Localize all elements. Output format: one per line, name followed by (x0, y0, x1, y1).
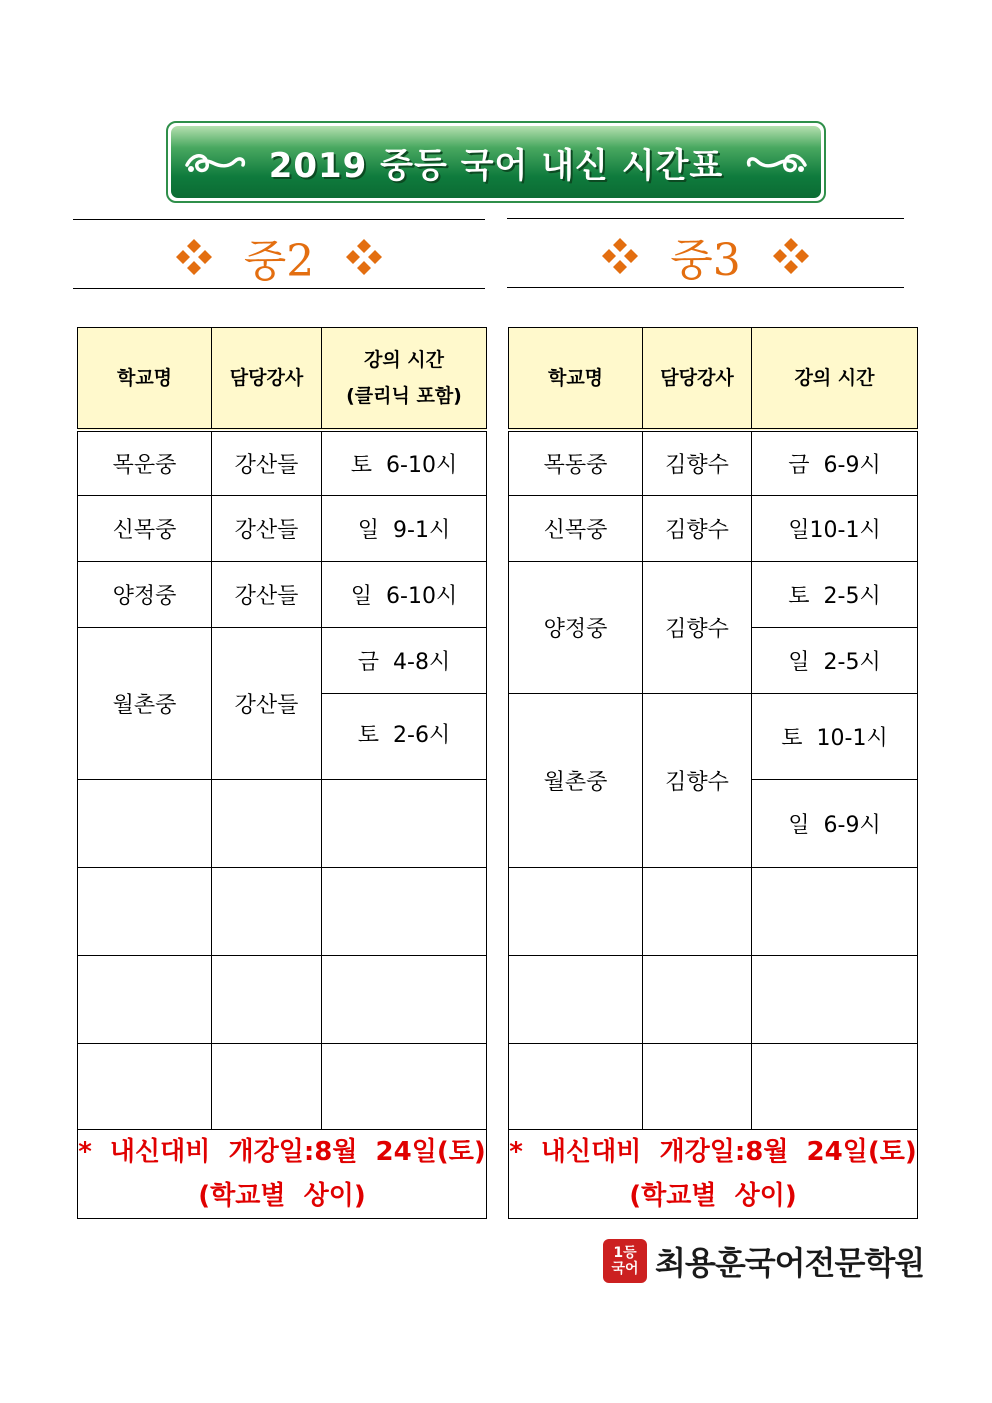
opening-date-note (509, 1130, 918, 1219)
table-row-empty (78, 956, 487, 1044)
section-title-row (73, 225, 485, 289)
cell-time: 토 10-1시 (752, 694, 918, 780)
cell-teacher: 김향수 (643, 430, 752, 496)
empty-cell (752, 956, 918, 1044)
empty-cell (509, 1044, 643, 1130)
cell-teacher: 김향수 (643, 694, 752, 868)
cell-school: 목동중 (509, 430, 643, 496)
table-row-empty (509, 956, 918, 1044)
section-header-grade2 (73, 219, 485, 289)
cell-school: 양정중 (78, 562, 212, 628)
table-note-row (509, 1130, 918, 1219)
cell-teacher: 김향수 (643, 496, 752, 562)
empty-cell (78, 780, 212, 868)
section-title-row (507, 224, 904, 288)
ornament-swirl-right-icon (745, 147, 809, 177)
cell-school: 신목중 (78, 496, 212, 562)
empty-cell (509, 956, 643, 1044)
empty-cell (643, 956, 752, 1044)
section-label: 중2 (243, 236, 315, 287)
empty-cell (322, 1044, 487, 1130)
cell-teacher: 강산들 (212, 496, 322, 562)
timetable-grade3 (508, 327, 918, 1219)
table-row-empty (78, 868, 487, 956)
header-time-line2: (클리닉 포함) (346, 384, 462, 407)
cell-time: 토 2-5시 (752, 562, 918, 628)
cell-time: 일10-1시 (752, 496, 918, 562)
table-row (509, 430, 918, 496)
header-time-line1: 강의 시간 (363, 348, 445, 371)
table-header-row (78, 328, 487, 430)
note-line2: (학교별 상이) (198, 1181, 366, 1211)
cell-time: 토 6-10시 (322, 430, 487, 496)
cell-school: 월촌중 (509, 694, 643, 868)
empty-cell (212, 1044, 322, 1130)
header-time: 강의 시간 (752, 328, 918, 430)
note-line2: (학교별 상이) (629, 1181, 797, 1211)
cell-time: 금 6-9시 (752, 430, 918, 496)
cell-school: 양정중 (509, 562, 643, 694)
diamond-ornament-icon (344, 237, 384, 277)
empty-cell (752, 1044, 918, 1130)
timetable-grade2 (77, 327, 487, 1219)
cell-time: 일 9-1시 (322, 496, 487, 562)
diamond-ornament-icon (771, 236, 811, 276)
empty-cell (643, 868, 752, 956)
table-row-empty (78, 780, 487, 868)
table-row (509, 496, 918, 562)
diamond-ornament-icon (600, 236, 640, 276)
table-row (78, 496, 487, 562)
table-row-empty (509, 1044, 918, 1130)
cell-time: 금 4-8시 (322, 628, 487, 694)
header-teacher: 담당강사 (643, 328, 752, 430)
divider (507, 287, 904, 288)
empty-cell (322, 956, 487, 1044)
cell-school: 월촌중 (78, 628, 212, 780)
table-row (78, 562, 487, 628)
diamond-ornament-icon (174, 237, 214, 277)
note-line1: * 내신대비 개강일:8월 24일(토) (509, 1137, 917, 1167)
academy-name: 최용훈국어전문학원 (655, 1244, 925, 1282)
header-school: 학교명 (78, 328, 212, 430)
cell-time: 일 6-9시 (752, 780, 918, 868)
empty-cell (643, 1044, 752, 1130)
academy-logo (603, 1238, 924, 1284)
seal-text: 1등국어 (611, 1245, 639, 1277)
empty-cell (212, 780, 322, 868)
table-row (78, 628, 487, 694)
table-row-empty (78, 1044, 487, 1130)
table-note-row (78, 1130, 487, 1219)
section-label: 중3 (670, 235, 741, 286)
divider (507, 218, 904, 219)
table-header-row (509, 328, 918, 430)
cell-school: 목운중 (78, 430, 212, 496)
empty-cell (509, 868, 643, 956)
banner-title: 2019 중등 국어 내신 시간표 (268, 145, 724, 186)
empty-cell (78, 956, 212, 1044)
ornament-swirl-left-icon (183, 147, 247, 177)
cell-time: 일 2-5시 (752, 628, 918, 694)
cell-teacher: 강산들 (212, 562, 322, 628)
header-teacher: 담당강사 (212, 328, 322, 430)
empty-cell (78, 1044, 212, 1130)
cell-teacher: 김향수 (643, 562, 752, 694)
table-row (509, 562, 918, 628)
empty-cell (752, 868, 918, 956)
cell-time: 일 6-10시 (322, 562, 487, 628)
table-row-empty (509, 868, 918, 956)
divider (73, 219, 485, 220)
title-banner (166, 121, 826, 203)
cell-school: 신목중 (509, 496, 643, 562)
cell-time: 토 2-6시 (322, 694, 487, 780)
cell-teacher: 강산들 (212, 628, 322, 780)
cell-teacher: 강산들 (212, 430, 322, 496)
academy-seal-icon (603, 1239, 647, 1283)
section-header-grade3 (507, 218, 904, 288)
empty-cell (212, 868, 322, 956)
empty-cell (322, 868, 487, 956)
header-time (322, 328, 487, 430)
opening-date-note (78, 1130, 487, 1219)
empty-cell (212, 956, 322, 1044)
empty-cell (322, 780, 487, 868)
title-banner-inner (171, 126, 821, 198)
empty-cell (78, 868, 212, 956)
header-school: 학교명 (509, 328, 643, 430)
note-line1: * 내신대비 개강일:8월 24일(토) (78, 1137, 486, 1167)
table-row (509, 694, 918, 780)
divider (73, 288, 485, 289)
table-row (78, 430, 487, 496)
